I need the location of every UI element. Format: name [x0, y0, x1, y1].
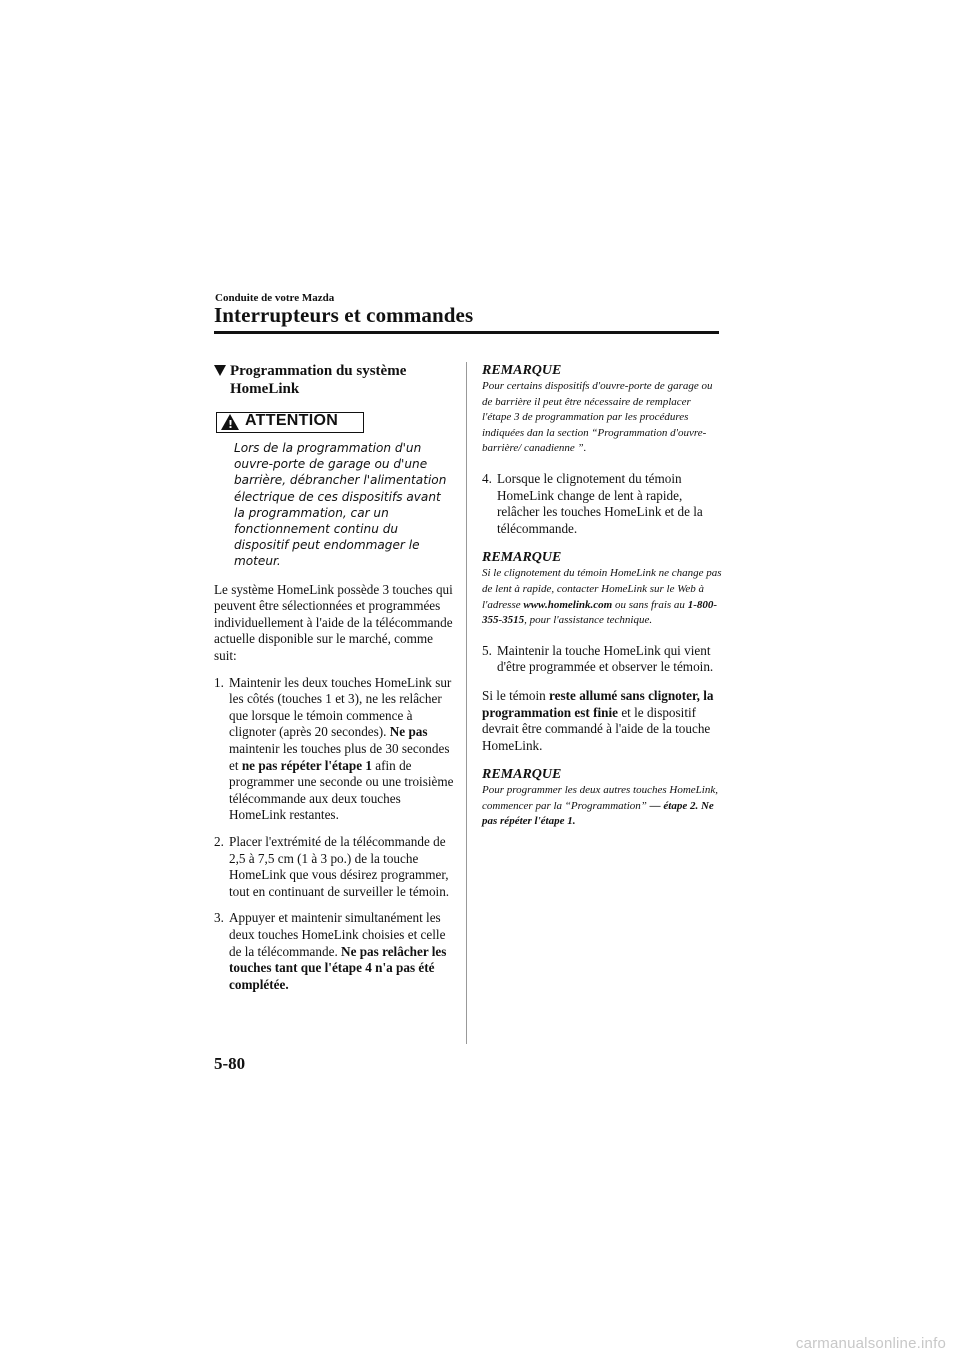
note-text-part: ou sans frais au — [612, 598, 688, 611]
column-divider — [466, 362, 467, 1044]
step-number: 3. — [214, 910, 224, 926]
section-heading-text: Programmation du système HomeLink — [230, 363, 407, 397]
step-text: Placer l'extrémité de la télécommande de 2,5 à 7,5 cm (1 à 3 po.) de la touche HomeLink que vous désirez programmer, tout en continuant de surveiller le témoin. — [229, 833, 450, 899]
note-text: Pour certains dispositifs d'ouvre-porte de garage ou de barrière il peut être nécessaire de remplacer l'étape 3 de programmation par les procédures indiquées dan la section “Programmation d'ouvre-barrière/ canadienne ”. — [482, 380, 713, 455]
step-item — [214, 910, 454, 993]
page-title: Interrupteurs et commandes — [214, 303, 474, 327]
step-item — [482, 471, 722, 537]
step-text: afin de programmer une seconde ou une troisième télécommande aux deux touches HomeLink restantes. — [229, 757, 454, 823]
step-text: Lorsque le clignotement du témoin HomeLink change de lent à rapide, relâcher les touches HomeLink et de la télécommande. — [497, 470, 703, 536]
steps-list — [482, 643, 722, 676]
step-text: Maintenir la touche HomeLink qui vient d'être programmée et observer le témoin. — [497, 642, 714, 675]
note-heading: REMARQUE — [482, 550, 562, 566]
note-block — [482, 549, 722, 628]
section-heading — [214, 362, 454, 398]
step-emphasis: Ne pas — [389, 724, 428, 740]
intro-paragraph: Le système HomeLink possède 3 touches qui peuvent être sélectionnées et programmées individuellement à l'aide de la télécommande actuelle disponible sur le marché, comme suit: — [214, 581, 453, 663]
note-heading: REMARQUE — [482, 363, 562, 378]
attention-box — [216, 412, 364, 433]
step-text: Appuyer et maintenir simultanément les deux touches HomeLink choisies et celle de la télécommande. — [229, 910, 446, 959]
step-item — [214, 675, 454, 824]
step-item — [214, 834, 454, 900]
step-emphasis: Ne pas relâcher les touches tant que l'étape 4 n'a pas été complétée. — [229, 943, 447, 992]
steps-list — [214, 675, 454, 994]
note-text-part: Si le clignotement du témoin HomeLink ne change pas de lent à rapide, contacter HomeLink sur le Web à l'adresse — [482, 567, 722, 611]
warning-exclamation: ! — [228, 418, 234, 431]
note-text-part: Pour programmer les deux autres touches HomeLink, commencer par la “Programmation” — [482, 784, 718, 812]
attention-label: ATTENTION — [245, 412, 339, 429]
note-block — [482, 766, 722, 830]
para-text: Si le témoin — [482, 687, 550, 703]
watermark: carmanualsonline.info — [795, 1335, 946, 1352]
step-emphasis: ne pas répéter l'étape 1 — [241, 757, 372, 773]
note-text-part: , pour l'assistance technique. — [524, 614, 653, 627]
header-section: Conduite de votre Mazda — [215, 292, 335, 304]
phone-number: 1-800-355-3515 — [482, 598, 718, 627]
note-block — [482, 362, 722, 457]
step-number: 4. — [482, 470, 492, 486]
result-paragraph — [482, 688, 722, 754]
left-column — [214, 362, 454, 993]
step-text: Maintenir les deux touches HomeLink sur les côtés (touches 1 et 3), ne les relâcher que lorsque le témoin commence à clignoter (après 20 secondes). — [229, 674, 452, 740]
note-text — [482, 783, 722, 830]
website-link[interactable]: www.homelink.com — [523, 598, 613, 611]
step-number: 1. — [214, 674, 224, 690]
page-number: 5-80 — [214, 1054, 246, 1073]
note-heading: REMARQUE — [482, 767, 562, 783]
step-text: maintenir les touches plus de 30 secondes et — [229, 740, 450, 773]
steps-list — [482, 471, 722, 537]
para-emphasis: reste allumé sans clignoter, la programmation est finie — [482, 687, 714, 720]
attention-text: Lors de la programmation d'un ouvre-porte de garage ou d'une barrière, débrancher l'alimentation électrique de ces dispositifs avant la programmation, car un fonctionnement continu du dispositif peut endommager le moteur. — [234, 441, 447, 569]
para-text: et le dispositif devrait être commandé à l'aide de la touche HomeLink. — [482, 704, 711, 753]
step-number: 2. — [214, 833, 224, 849]
step-item — [482, 643, 722, 676]
note-emphasis: — étape 2. Ne pas répéter l'étape 1. — [482, 799, 714, 828]
header-rule — [214, 331, 719, 334]
right-column — [482, 362, 722, 830]
triangle-down-icon — [214, 365, 226, 376]
note-text — [482, 566, 722, 628]
step-number: 5. — [482, 642, 492, 658]
